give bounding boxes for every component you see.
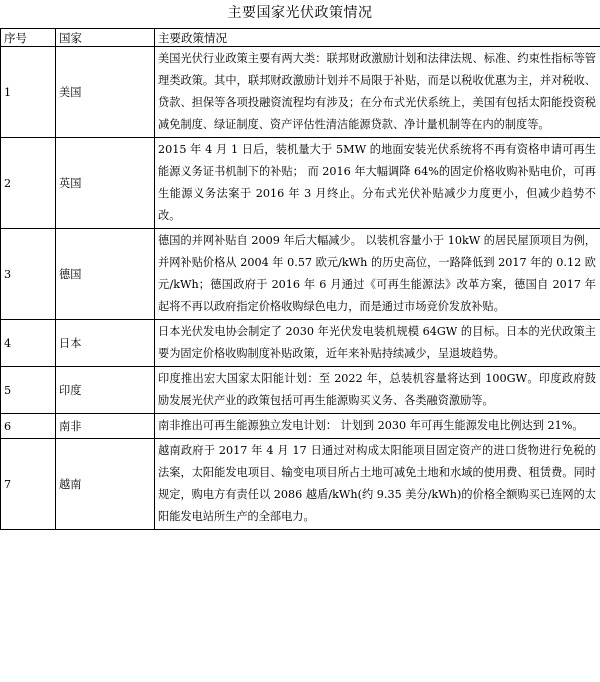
row-number: 3	[1, 229, 56, 320]
row-country: 越南	[56, 439, 155, 530]
row-number: 7	[1, 439, 56, 530]
row-policy: 越南政府于 2017 年 4 月 17 日通过对构成太阳能项目固定资产的进口货物进行免税的法案，太阳能发电项目、输变电项目所占土地可减免土地和水域的使用费、租赁费。同时规定，购电方有责任以 2086 越盾/kWh(约 9.35 美分/kWh)的价格全额购买已连网的太阳能发电站所生产的全部电力。	[155, 439, 600, 530]
row-number: 5	[1, 367, 56, 414]
row-policy: 美国光伏行业政策主要有两大类：联邦财政激励计划和法律法规、标准、约束性指标等管理类政策。其中，联邦财政激励计划并不局限于补贴，而是以税收优惠为主，并对税收、贷款、担保等各项投融资流程均有涉及；在分布式光伏系统上，美国有包括太阳能投资税减免制度、绿证制度、资产评估性清洁能源贷款、净计量机制等在内的制度等。	[155, 47, 600, 138]
table-row	[1, 138, 600, 229]
table-header-row	[1, 29, 600, 47]
row-country: 德国	[56, 229, 155, 320]
row-number: 1	[1, 47, 56, 138]
row-number: 6	[1, 414, 56, 439]
header-country: 国家	[56, 29, 155, 47]
row-number: 4	[1, 320, 56, 367]
row-policy: 日本光伏发电协会制定了 2030 年光伏发电装机规模 64GW 的目标。日本的光伏政策主要为固定价格收购制度补贴政策，近年来补贴持续减少，呈退坡趋势。	[155, 320, 600, 367]
table-row	[1, 229, 600, 320]
table-row	[1, 47, 600, 138]
row-policy: 德国的并网补贴自 2009 年后大幅减少。 以装机容量小于 10kW 的居民屋顶项目为例，并网补贴价格从 2004 年 0.57 欧元/kWh 的历史高位，一路降低到 2017 年的 0.12 欧元/kWh；德国政府于 2016 年 6 月通过《可再生能源法》改革方案，德国自 2017 年起将不再以政府指定价格收购绿色电力，而是通过市场竞价发放补贴。	[155, 229, 600, 320]
row-country: 美国	[56, 47, 155, 138]
header-policy: 主要政策情况	[155, 29, 600, 47]
table-row	[1, 414, 600, 439]
header-number: 序号	[1, 29, 56, 47]
row-number: 2	[1, 138, 56, 229]
row-policy: 2015 年 4 月 1 日后，装机量大于 5MW 的地面安装光伏系统将不再有资格申请可再生能源义务证书机制下的补贴； 而 2016 年大幅调降 64%的固定价格收购补贴电价，可再生能源义务法案于 2016 年 3 月终止。分布式光伏补贴减少力度更小，但减少趋势不改。	[155, 138, 600, 229]
row-policy: 南非推出可再生能源独立发电计划： 计划到 2030 年可再生能源发电比例达到 21%。	[155, 414, 600, 439]
row-country: 印度	[56, 367, 155, 414]
policy-table	[0, 28, 600, 530]
document-title: 主要国家光伏政策情况	[227, 5, 373, 21]
table-row	[1, 367, 600, 414]
row-country: 南非	[56, 414, 155, 439]
row-policy: 印度推出宏大国家太阳能计划：至 2022 年，总装机容量将达到 100GW。印度政府鼓励发展光伏产业的政策包括可再生能源购买义务、各类融资激励等。	[155, 367, 600, 414]
table-row	[1, 439, 600, 530]
table-row	[1, 320, 600, 367]
row-country: 日本	[56, 320, 155, 367]
row-country: 英国	[56, 138, 155, 229]
